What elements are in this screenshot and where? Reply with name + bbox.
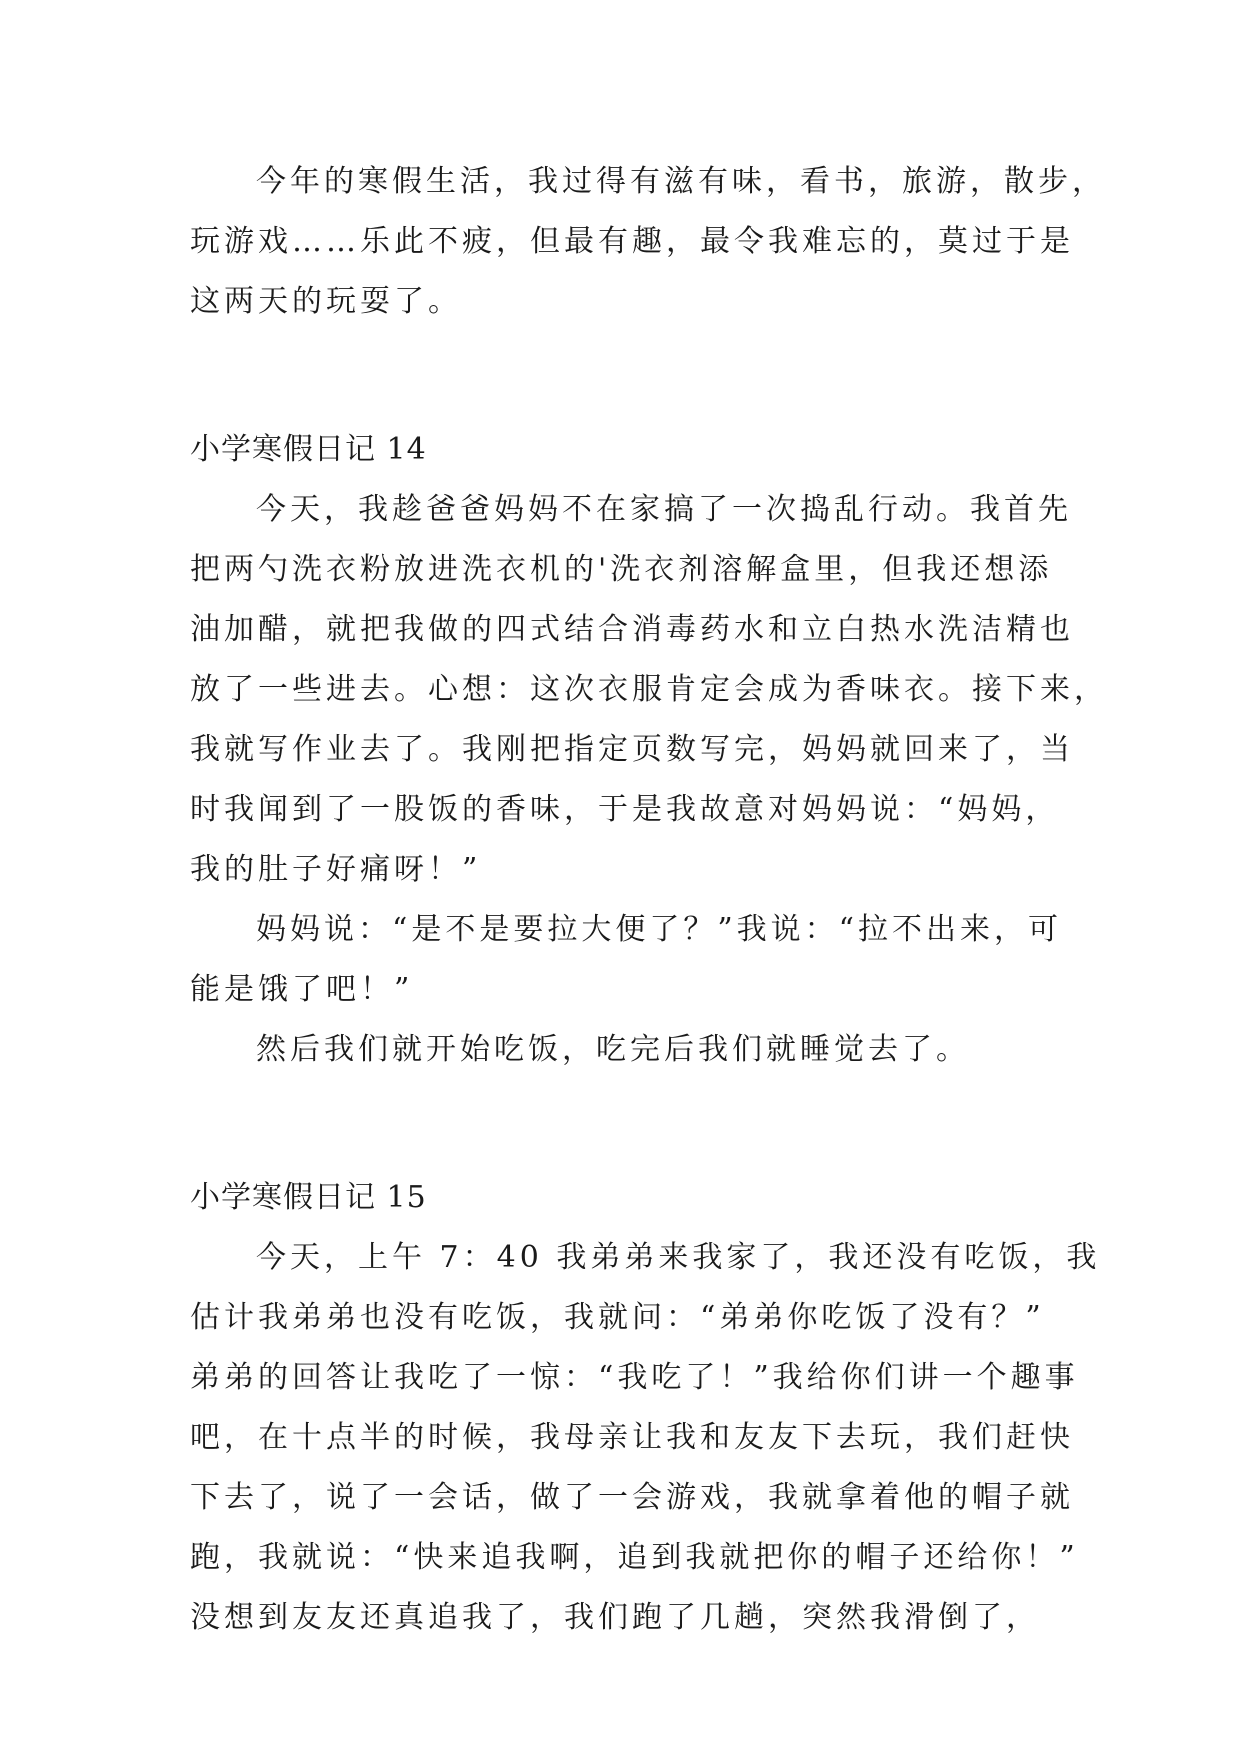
entry-heading: 小学寒假日记 15 bbox=[190, 1180, 427, 1215]
paragraph-line: 妈妈说：“是不是要拉大便了？”我说：“拉不出来，可 bbox=[256, 912, 1063, 947]
paragraph-line: 估计我弟弟也没有吃饭，我就问：“弟弟你吃饭了没有？” bbox=[190, 1300, 1045, 1335]
paragraph-line: 时我闻到了一股饭的香味，于是我故意对妈妈说：“妈妈， bbox=[190, 792, 1060, 827]
paragraph-line: 我的肚子好痛呀！” bbox=[190, 852, 482, 887]
paragraph-line: 今天，上午 7：40 我弟弟来我家了，我还没有吃饭，我 bbox=[256, 1240, 1101, 1275]
document-page bbox=[190, 152, 1108, 1648]
paragraph-line: 放了一些进去。心想：这次衣服肯定会成为香味衣。接下来， bbox=[190, 672, 1108, 707]
paragraph-line: 吧，在十点半的时候，我母亲让我和友友下去玩，我们赶快 bbox=[190, 1420, 1074, 1455]
diary-entry-14 bbox=[190, 420, 1108, 1080]
entry-heading: 小学寒假日记 14 bbox=[190, 432, 427, 467]
paragraph-line: 今年的寒假生活，我过得有滋有味，看书，旅游，散步， bbox=[256, 164, 1106, 199]
paragraph-line: 玩游戏……乐此不疲，但最有趣，最令我难忘的，莫过于是 bbox=[190, 224, 1074, 259]
paragraph-line: 油加醋，就把我做的四式结合消毒药水和立白热水洗洁精也 bbox=[190, 612, 1074, 647]
paragraph-line: 把两勺洗衣粉放进洗衣机的'洗衣剂溶解盒里，但我还想添 bbox=[190, 552, 1053, 587]
diary-entry-15 bbox=[190, 1168, 1101, 1648]
paragraph-line: 今天，我趁爸爸妈妈不在家搞了一次捣乱行动。我首先 bbox=[256, 492, 1072, 527]
paragraph-line: 我就写作业去了。我刚把指定页数写完，妈妈就回来了，当 bbox=[190, 732, 1074, 767]
paragraph-line: 跑，我就说：“快来追我啊，追到我就把你的帽子还给你！” bbox=[190, 1540, 1079, 1575]
paragraph-line: 没想到友友还真追我了，我们跑了几趟，突然我滑倒了， bbox=[190, 1600, 1040, 1635]
paragraph-line: 然后我们就开始吃饭，吃完后我们就睡觉去了。 bbox=[256, 1032, 970, 1067]
intro-paragraph bbox=[190, 152, 1106, 332]
paragraph-line: 能是饿了吧！” bbox=[190, 972, 414, 1007]
paragraph-line: 下去了，说了一会话，做了一会游戏，我就拿着他的帽子就 bbox=[190, 1480, 1074, 1515]
paragraph-line: 弟弟的回答让我吃了一惊：“我吃了！”我给你们讲一个趣事 bbox=[190, 1360, 1079, 1395]
paragraph-line: 这两天的玩耍了。 bbox=[190, 284, 462, 319]
